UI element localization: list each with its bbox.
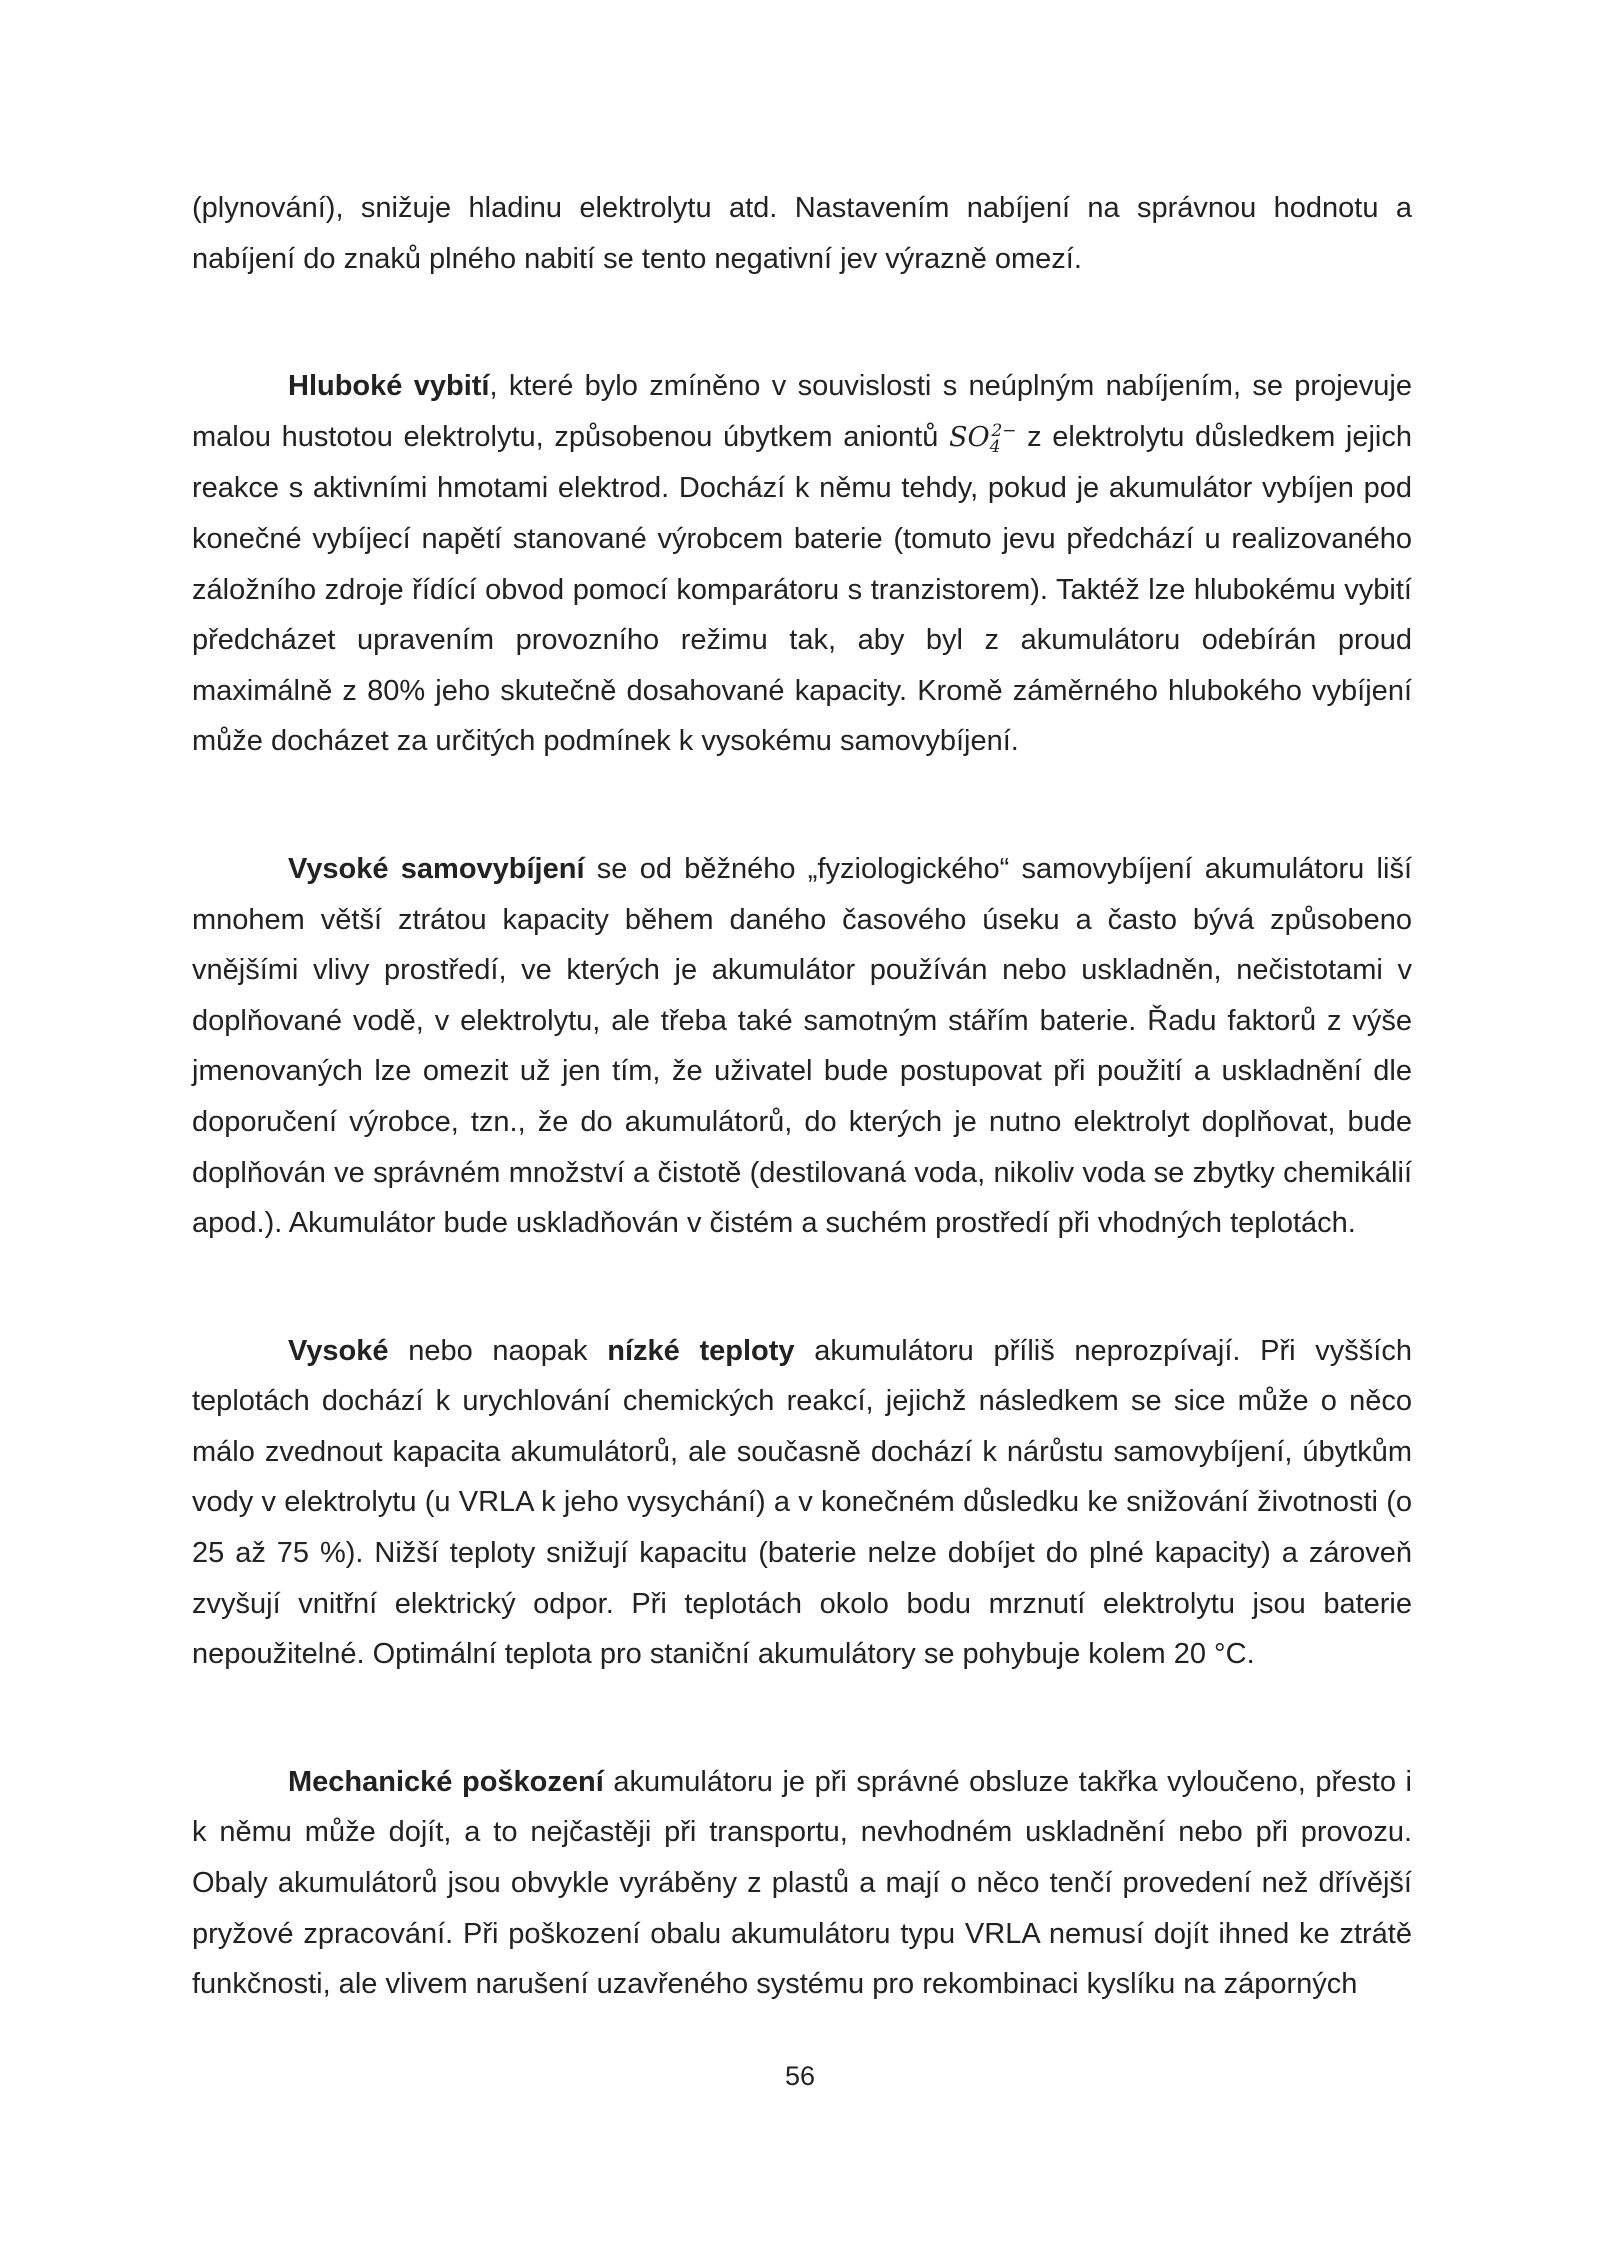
math-formula [948, 420, 1017, 458]
text-run: z elektrolytu důsledkem jejich reakce s aktivními hmotami elektrod. Dochází k němu tehdy, pokud je akumulátor vybíjen pod konečné vybíjecí napětí stanované výrobcem baterie (tomuto jevu předchází u realizovaného záložního zdroje řídící obvod pomocí komparátoru s tranzistorem). Taktéž lze hlubokému vybití předcházet upravením provozního režimu tak, aby byl z akumulátoru odebírán proud maximálně z 80% jeho skutečně dosahované kapacity. Kromě záměrného hlubokého vybíjení může docházet za určitých podmínek k vysokému samovybíjení. [192, 420, 1412, 758]
text-run: akumulátoru je při správné obsluze takřka vyloučeno, přesto i k němu může dojít, a to nejčastěji při transportu, nevhodném uskladnění nebo při provozu. Obaly akumulátorů jsou obvykle vyráběny z plastů a mají o něco tenčí provedení než dřívější pryžové zpracování. Při poškození obalu akumulátoru typu VRLA nemusí dojít ihned ke ztrátě funkčnosti, ale vlivem narušení uzavřeného systému pro rekombinaci kyslíku na záporných [192, 1765, 1412, 2001]
text-run: akumulátoru příliš neprozpívají. Při vyšších teplotách dochází k urychlování chemických reakcí, jejichž následkem se sice může o něco málo zvednout kapacita akumulátorů, ale současně dochází k nárůstu samovybíjení, úbytkům vody v elektrolytu (u VRLA k jeho vysychání) a v konečném důsledku ke snižování životnosti (o 25 až 75 %). Nižší teploty snižují kapacitu (baterie nelze dobíjet do plné kapacity) a zároveň zvyšují vnitřní elektrický odpor. Při teplotách okolo bodu mrznutí elektrolytu jsou baterie nepoužitelné. Optimální teplota pro staniční akumulátory se pohybuje kolem 20 °C. [192, 1334, 1412, 1671]
paragraph [192, 183, 1412, 284]
bold-term: Vysoké [288, 1334, 389, 1367]
paragraph [192, 1757, 1412, 2010]
bold-term: Mechanické poškození [288, 1765, 604, 1798]
bold-term: Hluboké vybití [288, 370, 490, 403]
text-run: se od běžného „fyziologického“ samovybíjení akumulátoru liší mnohem větší ztrátou kapacity během daného časového úseku a často bývá způsobeno vnějšími vlivy prostředí, ve kterých je akumulátor používán nebo uskladněn, nečistotami v doplňované vodě, v elektrolytu, ale třeba také samotným stářím baterie. Řadu faktorů z výše jmenovaných lze omezit už jen tím, že uživatel bude postupovat při použití a uskladnění dle doporučení výrobce, tzn., že do akumulátorů, do kterých je nutno elektrolyt doplňovat, bude doplňován ve správném množství a čistotě (destilovaná voda, nikoliv voda se zbytky chemikálií apod.). Akumulátor bude uskladňován v čistém a suchém prostředí při vhodných teplotách. [192, 852, 1413, 1240]
text-run: nebo naopak [388, 1334, 608, 1367]
paragraph-spacer [192, 767, 1412, 844]
paragraph [192, 1326, 1412, 1680]
bold-term: nízké teploty [607, 1334, 795, 1367]
math-subscript: 4 [989, 437, 1001, 458]
math-symbol: SO [948, 421, 990, 453]
paragraph-spacer [192, 1680, 1412, 1757]
paragraph-spacer [192, 284, 1412, 361]
bold-term: Vysoké samovybíjení [288, 852, 585, 885]
math-superscript: 2− [991, 420, 1017, 441]
paragraph [192, 844, 1412, 1249]
page-body-text [192, 183, 1412, 2010]
text-run: , které bylo zmíněno v souvislosti s neúplným nabíjením, se projevuje malou hustotou elektrolytu, způsobenou úbytkem aniontů [192, 370, 1412, 453]
paragraph [192, 361, 1412, 767]
page-number: 56 [784, 2061, 816, 2091]
text-run: (plynování), snižuje hladinu elektrolytu atd. Nastavením nabíjení na správnou hodnotu a nabíjení do znaků plného nabití se tento negativní jev výrazně omezí. [192, 192, 1412, 275]
paragraph-spacer [192, 1249, 1412, 1326]
